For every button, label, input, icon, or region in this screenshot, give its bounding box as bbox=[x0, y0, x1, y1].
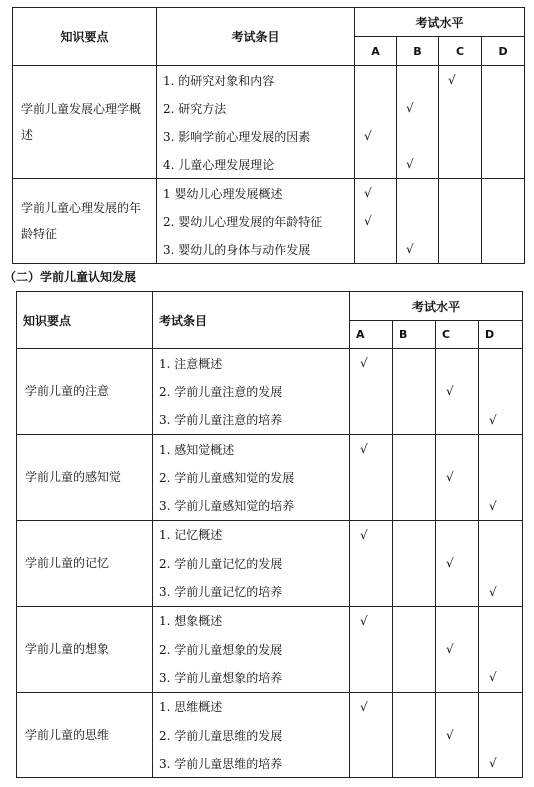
header-exam-level: 考试水平 bbox=[355, 8, 525, 37]
header-exam-level: 考试水平 bbox=[350, 292, 523, 321]
level-a-cell bbox=[355, 66, 397, 179]
exam-item: 1. 感知觉概述 bbox=[159, 442, 235, 457]
level-c-cell bbox=[436, 692, 479, 778]
level-a-header: A bbox=[355, 37, 397, 66]
check-mark: √ bbox=[360, 613, 368, 628]
exam-item: 2. 学前儿童思维的发展 bbox=[159, 728, 283, 743]
knowledge-point-text: 学前儿童的想象 bbox=[25, 642, 110, 657]
exam-item: 2. 学前儿童记忆的发展 bbox=[159, 556, 283, 571]
level-a-cell bbox=[350, 434, 393, 520]
knowledge-point-text: 学前儿童的记忆 bbox=[25, 556, 110, 571]
exam-items-cell bbox=[153, 606, 350, 692]
level-d-cell bbox=[479, 606, 523, 692]
level-a-header: A bbox=[350, 321, 393, 349]
level-c-header: C bbox=[439, 37, 482, 66]
check-mark: √ bbox=[446, 384, 454, 399]
check-mark: √ bbox=[360, 699, 368, 714]
level-c-cell bbox=[436, 434, 479, 520]
level-d-cell bbox=[479, 520, 523, 606]
exam-items-cell bbox=[153, 692, 350, 778]
knowledge-point-text: 学前儿童的思维 bbox=[25, 728, 110, 742]
level-b-header: B bbox=[397, 37, 439, 66]
section-title: （二）学前儿童认知发展 bbox=[4, 270, 137, 284]
check-mark: √ bbox=[446, 728, 454, 742]
check-mark: √ bbox=[489, 756, 497, 771]
level-c-cell bbox=[439, 179, 482, 264]
check-mark: √ bbox=[360, 356, 368, 371]
knowledge-point-text: 述 bbox=[21, 128, 34, 142]
knowledge-point-text: 学前儿童发展心理学概 bbox=[21, 102, 142, 116]
check-mark: √ bbox=[364, 129, 372, 143]
level-c-cell bbox=[436, 606, 479, 692]
level-b-cell bbox=[393, 606, 436, 692]
check-mark: √ bbox=[446, 642, 454, 657]
knowledge-point-text: 学前儿童的感知觉 bbox=[25, 470, 122, 485]
exam-item: 2. 研究方法 bbox=[163, 101, 227, 116]
exam-item: 2. 学前儿童感知觉的发展 bbox=[159, 470, 295, 485]
knowledge-point-text: 龄特征 bbox=[21, 227, 58, 241]
check-mark: √ bbox=[489, 670, 497, 685]
check-mark: √ bbox=[489, 412, 497, 427]
level-b-cell bbox=[393, 692, 436, 778]
exam-item: 2. 学前儿童想象的发展 bbox=[159, 642, 283, 657]
exam-items-cell bbox=[153, 349, 350, 435]
level-d-cell bbox=[479, 349, 523, 435]
exam-item: 1. 记忆概述 bbox=[159, 528, 223, 543]
table-row bbox=[17, 606, 523, 692]
check-mark: √ bbox=[489, 498, 497, 513]
level-c-header: C bbox=[436, 321, 479, 349]
header-exam-item: 考试条目 bbox=[157, 8, 355, 66]
check-mark: √ bbox=[364, 214, 372, 228]
level-c-cell bbox=[436, 349, 479, 435]
table-row bbox=[13, 66, 525, 179]
exam-items-cell bbox=[153, 520, 350, 606]
check-mark: √ bbox=[360, 527, 368, 542]
table-row bbox=[17, 692, 523, 778]
exam-table-2 bbox=[16, 291, 523, 778]
knowledge-point-cell bbox=[17, 349, 153, 435]
level-b-cell bbox=[397, 179, 439, 264]
exam-item: 3. 学前儿童注意的培养 bbox=[159, 413, 283, 428]
exam-items-cell bbox=[157, 66, 355, 179]
table-row bbox=[17, 349, 523, 435]
knowledge-point-text: 学前儿童的注意 bbox=[25, 384, 110, 399]
level-b-cell bbox=[393, 520, 436, 606]
exam-items-cell bbox=[153, 434, 350, 520]
table-row bbox=[17, 520, 523, 606]
level-b-cell bbox=[397, 66, 439, 179]
level-d-header: D bbox=[479, 321, 523, 349]
check-mark: √ bbox=[446, 556, 454, 571]
level-a-cell bbox=[350, 349, 393, 435]
knowledge-point-text: 学前儿童心理发展的年 bbox=[21, 201, 142, 215]
exam-items-cell bbox=[157, 179, 355, 264]
check-mark: √ bbox=[489, 584, 497, 599]
level-c-cell bbox=[436, 520, 479, 606]
exam-item: 3. 学前儿童记忆的培养 bbox=[159, 585, 283, 600]
level-d-header: D bbox=[482, 37, 525, 66]
exam-item: 1. 的研究对象和内容 bbox=[163, 73, 275, 88]
exam-item: 1 婴幼儿心理发展概述 bbox=[163, 186, 283, 201]
level-d-cell bbox=[482, 66, 525, 179]
level-d-cell bbox=[482, 179, 525, 264]
check-mark: √ bbox=[448, 73, 456, 87]
exam-item: 4. 儿童心理发展理论 bbox=[163, 157, 275, 172]
check-mark: √ bbox=[406, 242, 414, 256]
level-a-cell bbox=[355, 179, 397, 264]
exam-item: 1. 注意概述 bbox=[159, 356, 223, 371]
exam-item: 2. 婴幼儿心理发展的年龄特征 bbox=[163, 214, 323, 229]
level-d-cell bbox=[479, 434, 523, 520]
exam-table-1 bbox=[12, 7, 525, 264]
check-mark: √ bbox=[406, 157, 414, 171]
knowledge-point-cell bbox=[13, 66, 157, 179]
level-d-cell bbox=[479, 692, 523, 778]
level-b-cell bbox=[393, 349, 436, 435]
exam-item: 3. 婴幼儿的身体与动作发展 bbox=[163, 242, 311, 257]
level-b-header: B bbox=[393, 321, 436, 349]
check-mark: √ bbox=[364, 186, 372, 200]
exam-item: 1. 想象概述 bbox=[159, 614, 223, 629]
level-a-cell bbox=[350, 692, 393, 778]
knowledge-point-cell bbox=[17, 434, 153, 520]
knowledge-point-cell bbox=[17, 520, 153, 606]
knowledge-point-cell bbox=[17, 606, 153, 692]
exam-item: 2. 学前儿童注意的发展 bbox=[159, 384, 283, 399]
header-knowledge-point: 知识要点 bbox=[13, 8, 157, 66]
header-exam-item: 考试条目 bbox=[153, 292, 350, 349]
exam-item: 3. 学前儿童想象的培养 bbox=[159, 670, 283, 685]
level-a-cell bbox=[350, 520, 393, 606]
level-c-cell bbox=[439, 66, 482, 179]
level-b-cell bbox=[393, 434, 436, 520]
check-mark: √ bbox=[360, 442, 368, 457]
table-row bbox=[17, 434, 523, 520]
exam-item: 3. 学前儿童思维的培养 bbox=[159, 756, 283, 771]
check-mark: √ bbox=[446, 470, 454, 485]
exam-item: 3. 影响学前心理发展的因素 bbox=[163, 129, 311, 144]
knowledge-point-cell bbox=[13, 179, 157, 264]
check-mark: √ bbox=[406, 101, 414, 115]
exam-item: 3. 学前儿童感知觉的培养 bbox=[159, 499, 295, 514]
exam-item: 1. 思维概述 bbox=[159, 700, 223, 715]
level-a-cell bbox=[350, 606, 393, 692]
header-knowledge-point: 知识要点 bbox=[17, 292, 153, 349]
knowledge-point-cell bbox=[17, 692, 153, 778]
table-row bbox=[13, 179, 525, 264]
